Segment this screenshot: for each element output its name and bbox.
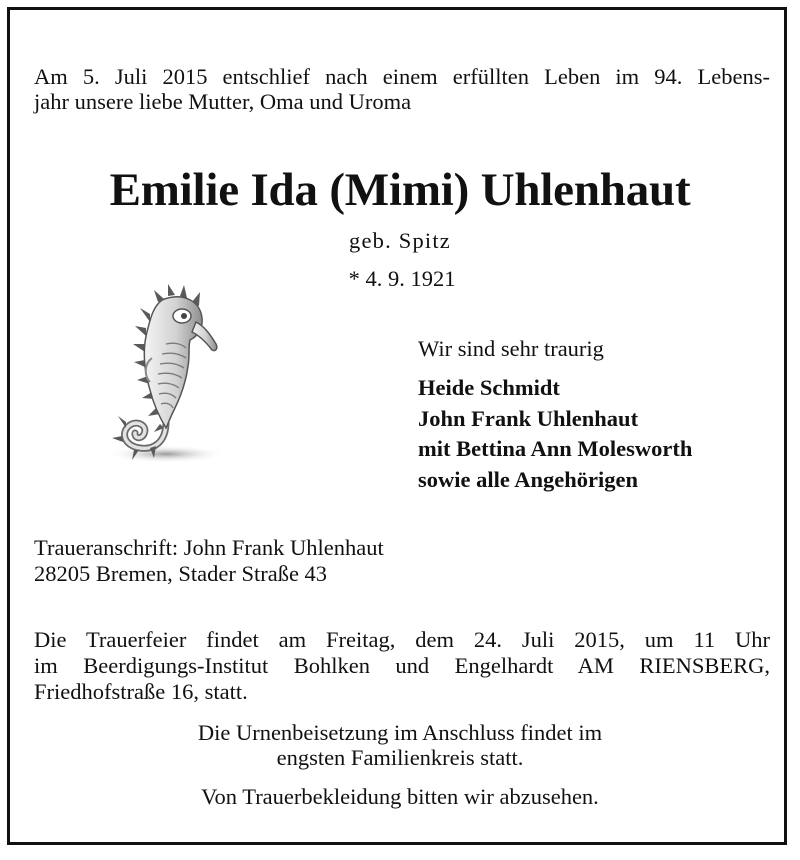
urn-line-2: engsten Familienkreis statt. [276, 745, 524, 770]
service-line-3: Friedhofstraße 16, statt. [34, 679, 248, 704]
mourner-name: John Frank Uhlenhaut [418, 405, 639, 431]
urn-line-1: Die Urnenbeisetzung im Anschluss findet im [197, 720, 603, 745]
mourner-name: mit Bettina Ann Molesworth [418, 436, 693, 461]
service-line-2: im Beerdigungs-Institut Bohlken und Engelhardt AM RIENSBERG, [34, 653, 770, 678]
seahorse-icon [104, 282, 230, 468]
deceased-name: Emilie Ida (Mimi) Uhlenhaut [109, 164, 691, 216]
mourners-block [418, 336, 692, 495]
attire-note [0, 784, 800, 809]
intro-line-1: Am 5. Juli 2015 entschlief nach einem erfüllten Leben im 94. Lebens- [34, 64, 770, 89]
birth-date: * 4. 9. 1921 [348, 266, 456, 291]
mourner-name: Heide Schmidt [418, 375, 560, 400]
intro-text [34, 64, 770, 114]
mourners-lead: Wir sind sehr traurig [418, 336, 604, 361]
attire-line-1: Von Trauerbekleidung bitten wir abzusehen. [201, 784, 599, 809]
intro-line-2: jahr unsere liebe Mutter, Oma und Uroma [34, 89, 412, 114]
maiden-name: geb. Spitz [349, 228, 451, 253]
funeral-service-text [34, 627, 770, 705]
service-line-1: Die Trauerfeier findet am Freitag, dem 24. Juli 2015, um 11 Uhr [34, 627, 770, 652]
address-line-1: Traueranschrift: John Frank Uhlenhaut [34, 535, 384, 560]
urn-burial-text [0, 720, 800, 770]
mourner-name: sowie alle Angehörigen [418, 466, 638, 492]
address-line-2: 28205 Bremen, Stader Straße 43 [34, 561, 328, 586]
mourning-address [34, 535, 384, 587]
